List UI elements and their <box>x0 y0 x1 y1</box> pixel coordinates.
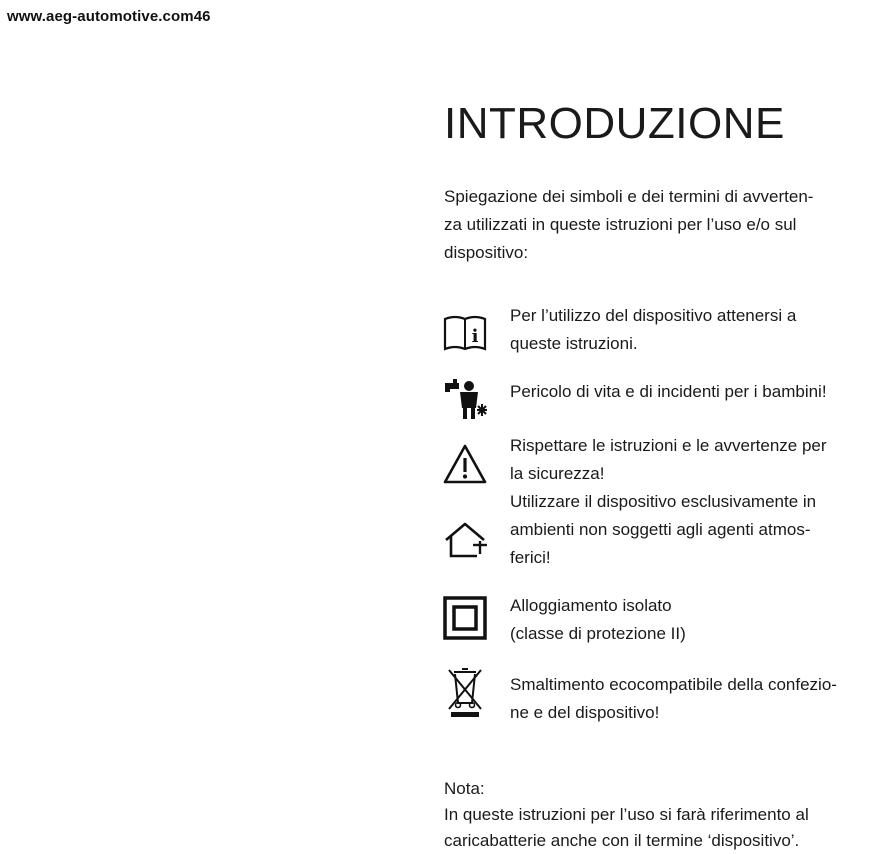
symbol-text: Alloggiamento isolato <box>510 596 672 615</box>
symbol-text: queste istruzioni. <box>510 334 638 353</box>
symbol-text: Rispettare le istruzioni e le avvertenze per <box>510 436 827 455</box>
symbol-text: Per l’utilizzo del dispositivo attenersi a <box>510 306 797 325</box>
website-url: www.aeg-automotive.com <box>7 8 194 25</box>
child-danger-icon <box>442 376 488 422</box>
note-text <box>444 802 874 854</box>
note-label: Nota: <box>444 779 485 798</box>
symbol-text: Pericolo di vita e di incidenti per i bambini! <box>510 382 827 401</box>
indoor-use-icon <box>442 518 488 564</box>
crossed-bin-icon <box>442 667 488 721</box>
symbol-text: Smaltimento ecocompatibile della confezio- <box>510 675 837 694</box>
symbol-text: Utilizzare il dispositivo esclusivamente in <box>510 492 817 511</box>
intro-line: Spiegazione dei simboli e dei termini di avverten- <box>444 187 814 206</box>
note-section <box>444 776 874 854</box>
symbol-text: (classe di protezione II) <box>510 624 686 643</box>
symbol-text: ferici! <box>510 548 551 567</box>
symbol-row-disposal <box>442 671 880 741</box>
symbol-row-indoor <box>442 488 880 578</box>
svg-text:i: i <box>471 326 479 347</box>
page-title: INTRODUZIONE <box>444 99 785 148</box>
page-number: 46 <box>193 8 211 25</box>
note-line: caricabatterie anche con il termine ‘dispositivo’. <box>444 831 800 850</box>
symbol-text: la sicurezza! <box>510 464 605 483</box>
warning-triangle-icon <box>442 442 488 488</box>
intro-line: dispositivo: <box>444 243 529 262</box>
symbol-text: ambienti non soggetti agli agenti atmos- <box>510 520 811 539</box>
symbol-row-insulation <box>442 592 880 662</box>
note-line: In queste istruzioni per l’uso si farà riferimento al <box>444 805 809 824</box>
symbol-row-manual <box>442 302 880 372</box>
intro-line: za utilizzati in queste istruzioni per l’uso e/o sul <box>444 215 797 234</box>
double-insulation-icon <box>442 595 488 641</box>
symbol-text: ne e del dispositivo! <box>510 703 660 722</box>
manual-book-icon <box>442 310 488 356</box>
page-header <box>7 8 211 25</box>
intro-paragraph <box>444 183 864 267</box>
